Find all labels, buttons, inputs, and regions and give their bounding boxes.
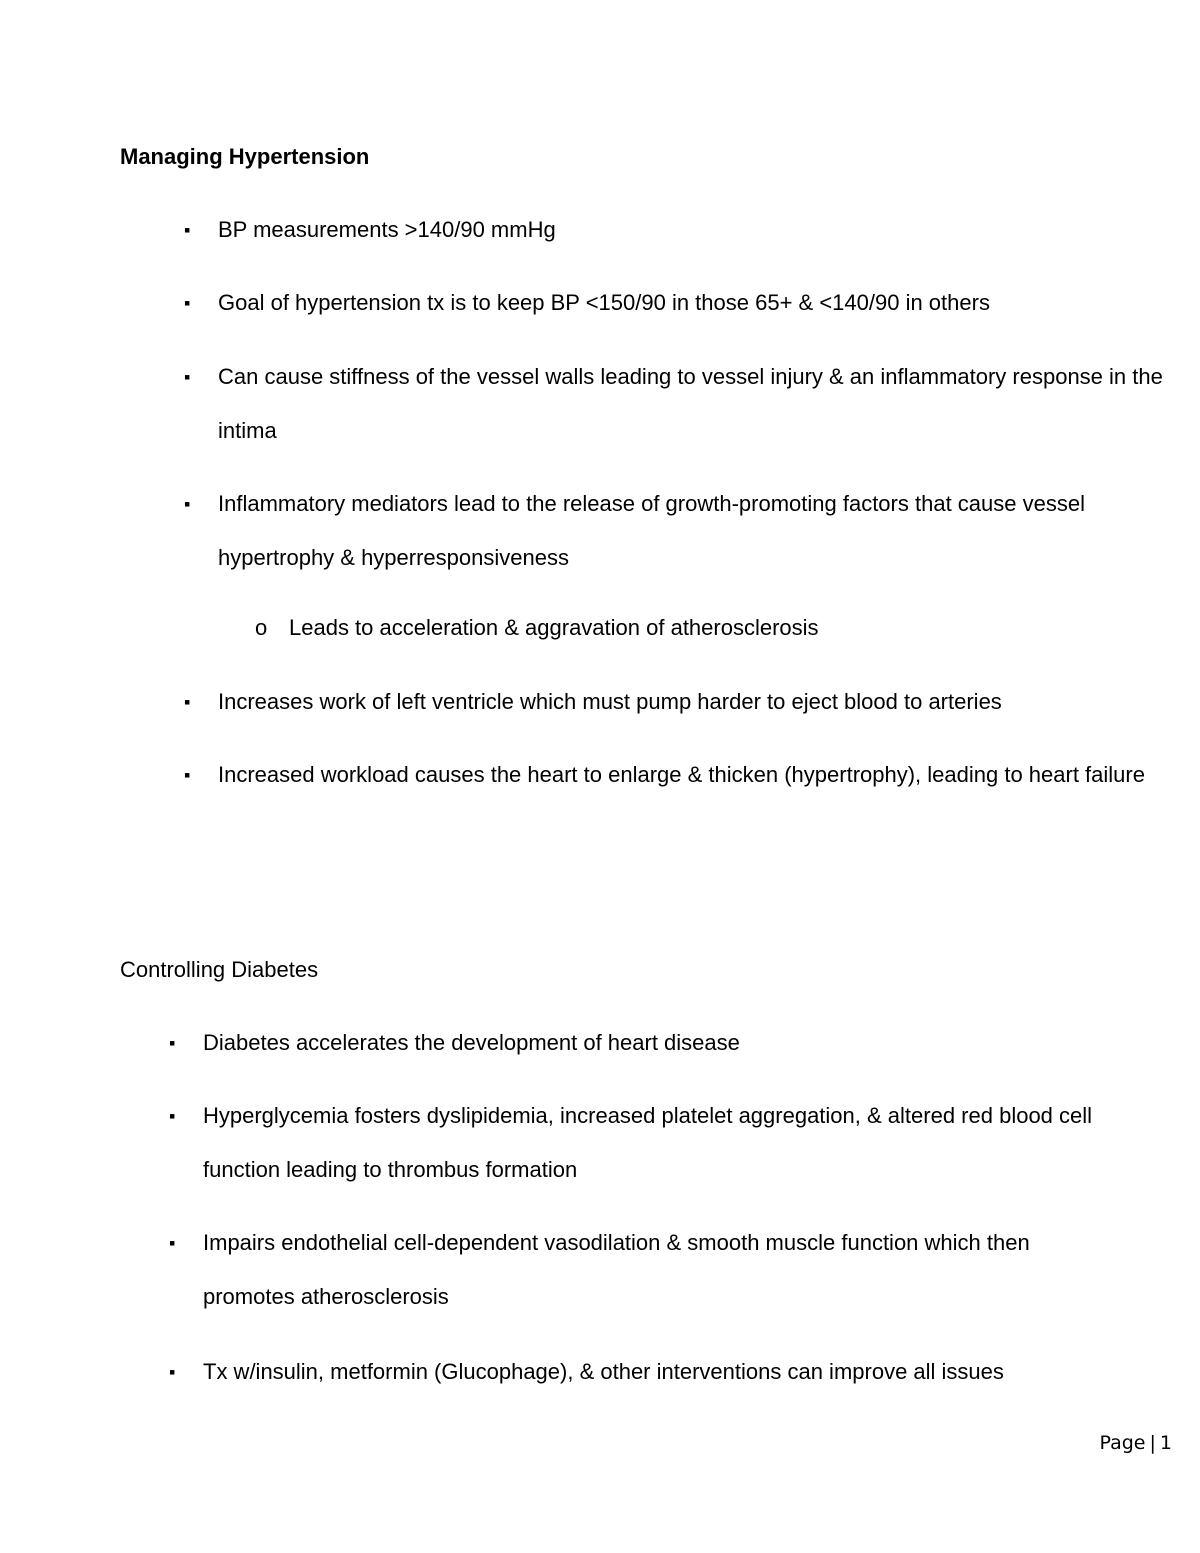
bullet-marker: ▪: [184, 367, 191, 387]
bullet-marker: ▪: [184, 220, 191, 240]
list-item: [169, 1016, 1163, 1070]
list-item-text: Tx w/insulin, metformin (Glucophage), & other interventions can improve all issues: [203, 1359, 1004, 1384]
page-number: 1: [1159, 1432, 1172, 1454]
bullet-marker: ▪: [169, 1362, 176, 1382]
list-item: [169, 1216, 1103, 1324]
list-item-text: Can cause stiffness of the vessel walls leading to vessel injury & an inflammatory response in the intima: [218, 364, 1163, 443]
list-item: [169, 1345, 1163, 1399]
bullet-marker: ▪: [169, 1033, 176, 1053]
list-item: [184, 350, 1173, 458]
bullet-marker: ▪: [169, 1233, 176, 1253]
list-item-text: Diabetes accelerates the development of heart disease: [203, 1030, 740, 1055]
list-item: [184, 203, 1168, 257]
sub-list-item: [255, 601, 1169, 655]
bullet-marker: ▪: [184, 765, 191, 785]
list-item-text: Inflammatory mediators lead to the release of growth-promoting factors that cause vessel hypertrophy & hyperresponsiveness: [218, 491, 1085, 570]
list-item-text: Increased workload causes the heart to enlarge & thicken (hypertrophy), leading to heart failure: [218, 762, 1145, 787]
page-label: Page: [1099, 1432, 1146, 1454]
list-item-text: Hyperglycemia fosters dyslipidemia, increased platelet aggregation, & altered red blood cell function leading to thrombus formation: [203, 1103, 1093, 1182]
list-item-text: Impairs endothelial cell-dependent vasodilation & smooth muscle function which then promotes atherosclerosis: [203, 1230, 1030, 1309]
list-item: [169, 1089, 1163, 1197]
bullet-marker: ▪: [184, 494, 191, 514]
list-item-text: BP measurements >140/90 mmHg: [218, 217, 556, 242]
list-item: [184, 477, 1163, 585]
bullet-marker: ▪: [169, 1106, 176, 1126]
list-item-text: Increases work of left ventricle which must pump harder to eject blood to arteries: [218, 689, 1002, 714]
section-title-diabetes: Controlling Diabetes: [120, 957, 319, 982]
list-item-text: Goal of hypertension tx is to keep BP <150/90 in those 65+ & <140/90 in others: [218, 290, 990, 315]
sub-list-item-text: Leads to acceleration & aggravation of atherosclerosis: [289, 615, 819, 640]
section-title-hypertension: Managing Hypertension: [120, 144, 370, 169]
list-item: [184, 276, 1168, 330]
sub-bullet-marker: o: [255, 615, 268, 640]
bullet-marker: ▪: [184, 293, 191, 313]
page-separator: |: [1149, 1432, 1156, 1454]
list-item: [184, 748, 1163, 802]
list-item: [184, 675, 1168, 729]
bullet-marker: ▪: [184, 692, 191, 712]
page-footer: [1100, 1430, 1173, 1456]
